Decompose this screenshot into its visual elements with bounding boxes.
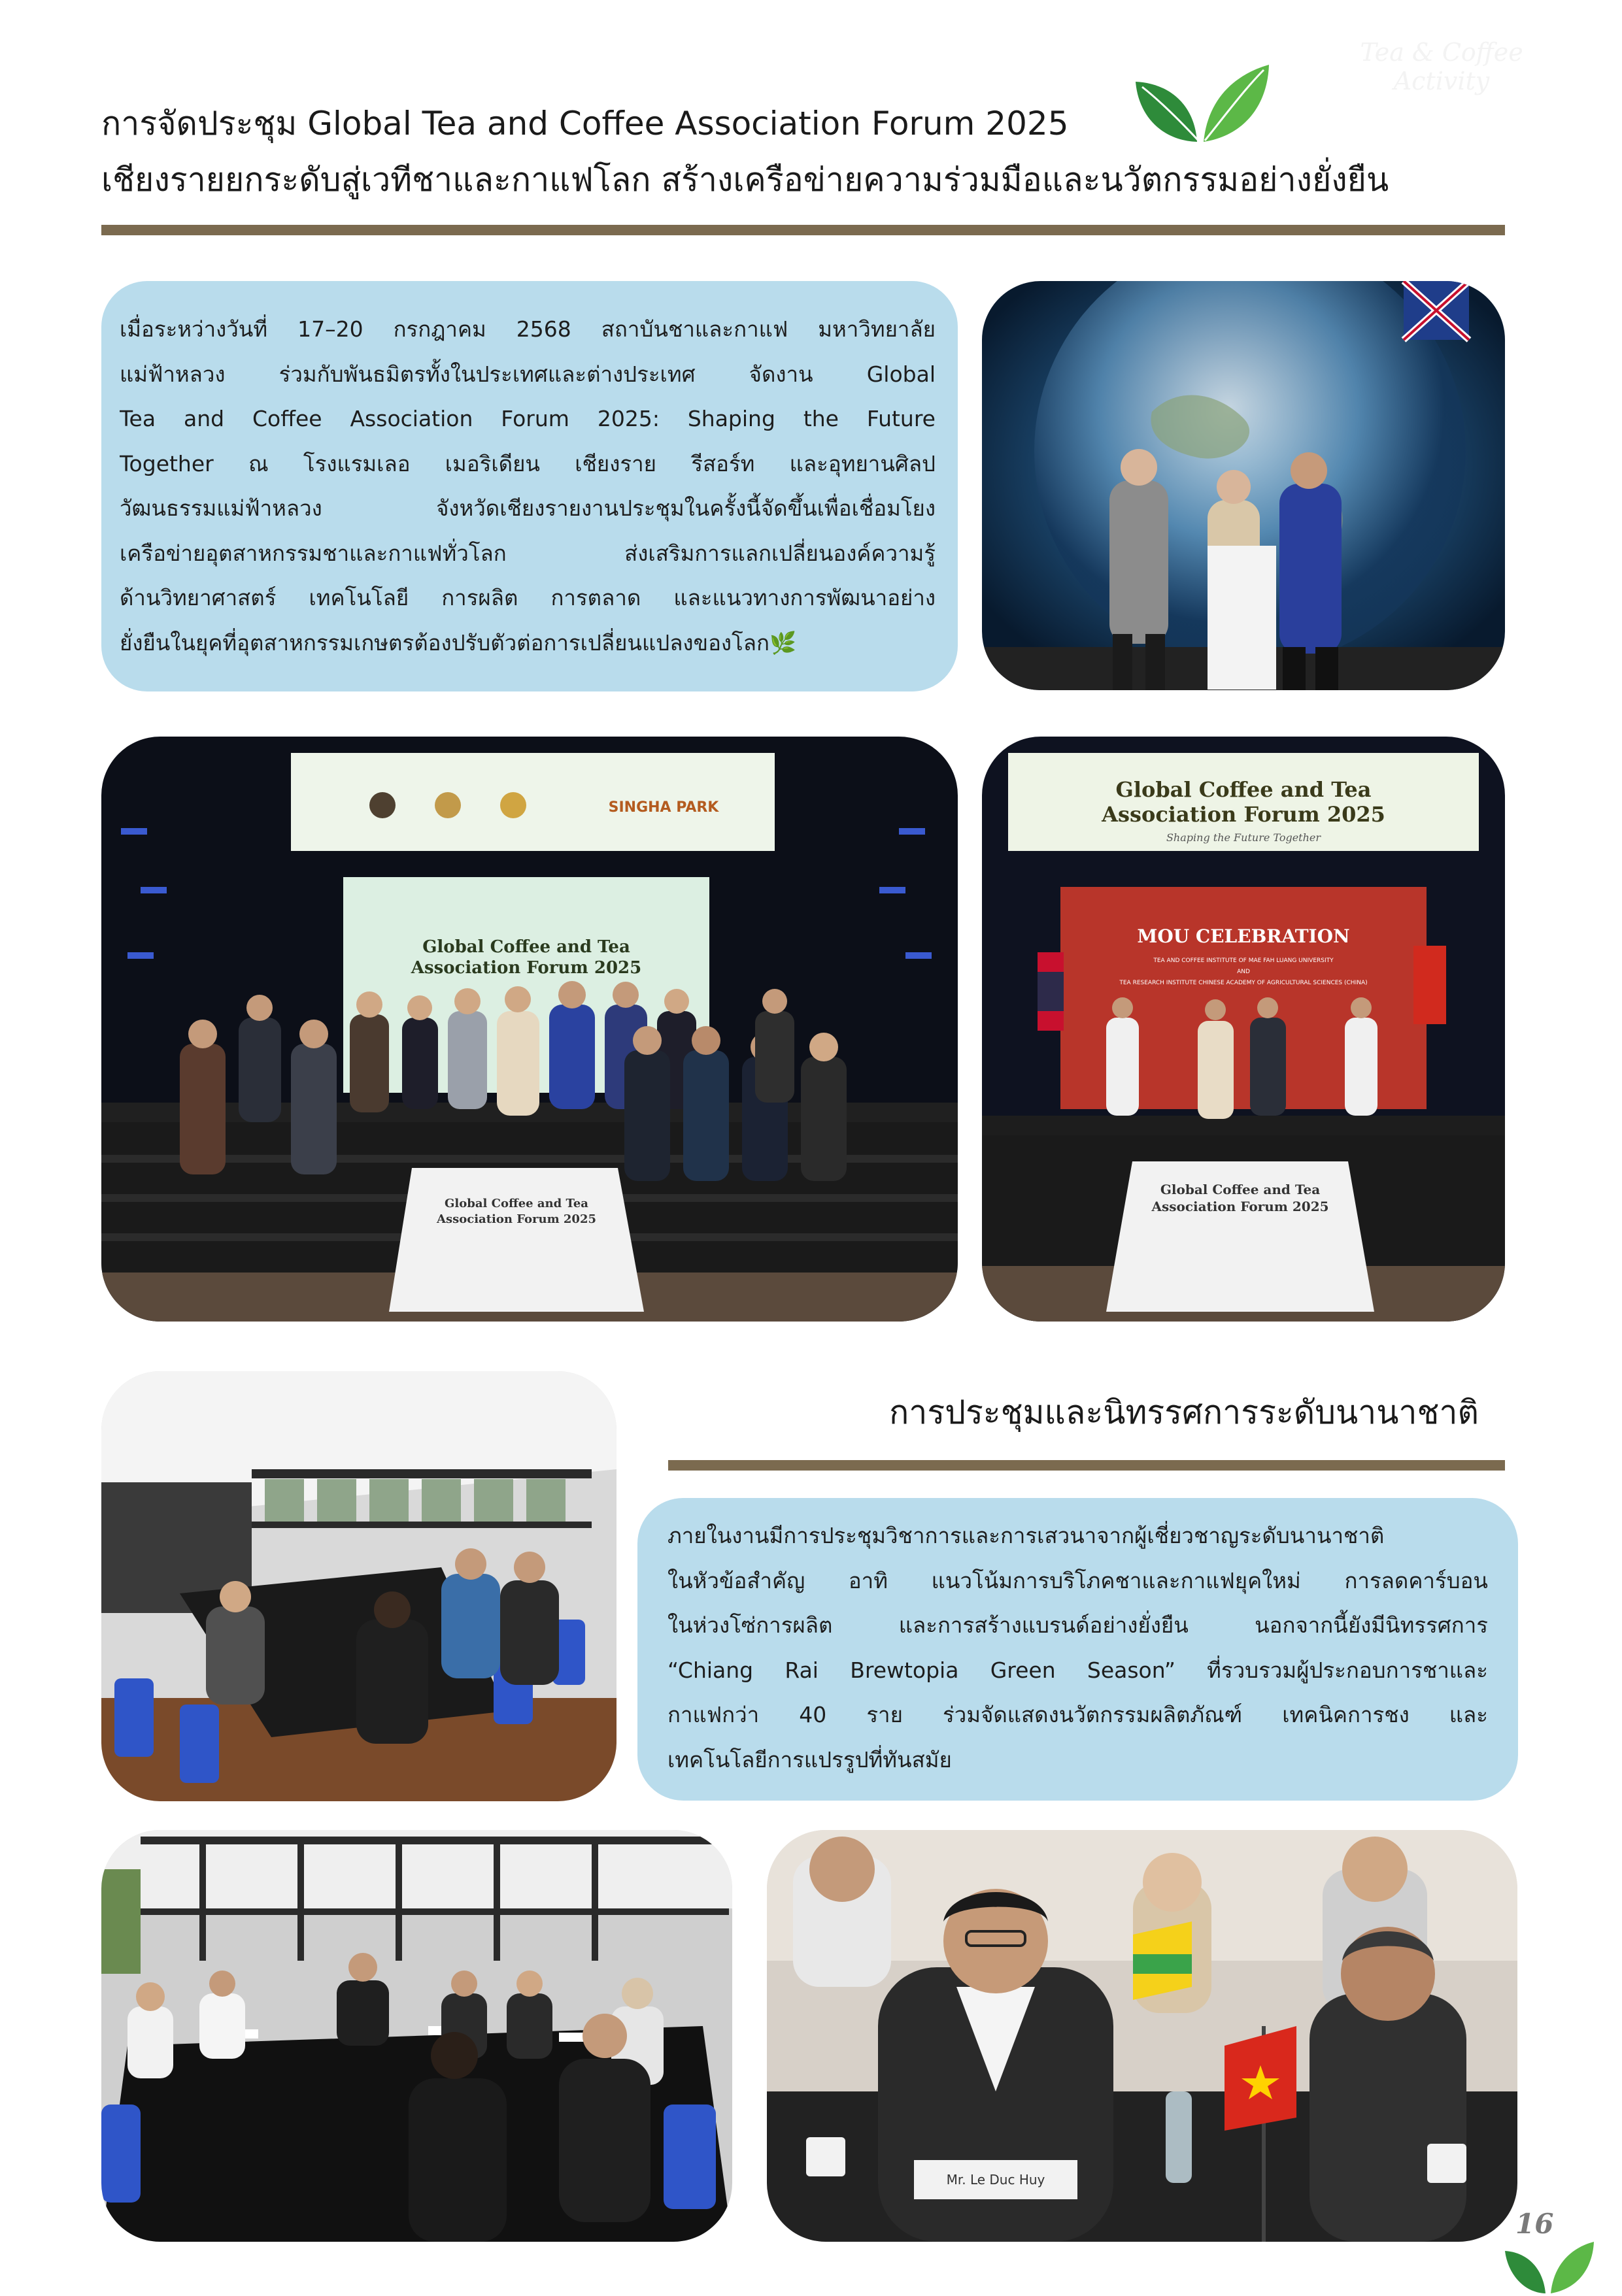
- page-subtitle: เชียงรายยกระดับสู่เวทีชาและกาแฟโลก สร้างเครือข่ายความร่วมมือและนวัตกรรมอย่างยั่งยืน: [101, 161, 1389, 199]
- section-line: เทคโนโลยีการแปรรูปที่ทันสมัย: [667, 1746, 952, 1772]
- section-line: ภายในงานมีการประชุมวิชาการและการเสวนาจากผู้เชี่ยวชาญระดับนานาชาติ: [667, 1523, 1385, 1548]
- svg-text:Global Coffee and Tea: Global Coffee and Tea: [422, 937, 630, 957]
- svg-text:Shaping the Future Together: Shaping the Future Together: [1166, 831, 1321, 844]
- intro-line: เครือข่ายอุตสาหกรรมชาและกาแฟทั่วโลก ส่งเสริมการแลกเปลี่ยนองค์ความรู้: [120, 540, 936, 566]
- header-rule: [101, 225, 1505, 235]
- svg-text:TEA AND COFFEE INSTITUTE OF MA: TEA AND COFFEE INSTITUTE OF MAE FAH LUANG UNIVERSITY: [1153, 957, 1334, 964]
- section-line: ในห่วงโซ่การผลิต และการสร้างแบรนด์อย่างยั่งยืน นอกจากนี้ยังมีนิทรรศการ: [667, 1612, 1488, 1638]
- section-line: กาแฟกว่า 40 ราย ร่วมจัดแสดงนวัตกรรมผลิตภัณฑ์ เทคนิคการชง และ: [667, 1702, 1488, 1727]
- svg-text:TEA RESEARCH INSTITUTE CHINESE: TEA RESEARCH INSTITUTE CHINESE ACADEMY OF AGRICULTURAL SCIENCES (CHINA): [1119, 980, 1368, 986]
- photo-group-stage: [101, 737, 958, 1322]
- intro-line: แม่ฟ้าหลวง ร่วมกับพันธมิตรทั้งในประเทศและต่างประเทศ จัดงาน Global: [120, 361, 936, 387]
- nameplate: Mr. Le Duc Huy: [946, 2172, 1045, 2188]
- leaf-logo-icon: [1134, 62, 1272, 147]
- svg-text:Association Forum 2025: Association Forum 2025: [437, 1212, 596, 1226]
- svg-text:Global Coffee and Tea: Global Coffee and Tea: [1160, 1182, 1321, 1197]
- intro-line: ด้านวิทยาศาสตร์ เทคโนโลยี การผลิต การตลาด และแนวทางการพัฒนาอย่าง: [120, 585, 936, 610]
- photo-mou-celebration: [982, 737, 1505, 1322]
- intro-line: วัฒนธรรมแม่ฟ้าหลวง จังหวัดเชียงรายงานประชุมในครั้งนี้จัดขึ้นเพื่อเชื่อมโยง: [120, 495, 936, 521]
- photo-opening-ceremony: [982, 281, 1505, 690]
- leaf-footer-icon: [1504, 2240, 1595, 2293]
- intro-line: Together ณ โรงแรมเลอ เมอริเดียน เชียงราย รีสอร์ท และอุทยานศิลป: [120, 450, 936, 476]
- section-line: ในหัวข้อสำคัญ อาทิ แนวโน้มการบริโภคชาและกาแฟยุคใหม่ การลดคาร์บอน: [667, 1567, 1488, 1593]
- svg-text:SINGHA PARK: SINGHA PARK: [608, 799, 719, 816]
- svg-text:Global Coffee and Tea: Global Coffee and Tea: [445, 1197, 588, 1210]
- section-text-panel: [637, 1498, 1518, 1801]
- corner-mark: Tea & Coffee Activity: [1360, 38, 1523, 95]
- svg-text:AND: AND: [1237, 969, 1250, 975]
- photo-roundtable-discussion: [101, 1830, 732, 2242]
- intro-line: เมื่อระหว่างวันที่ 17–20 กรกฎาคม 2568 สถาบันชาและกาแฟ มหาวิทยาลัย: [120, 316, 936, 342]
- svg-text:Association Forum 2025: Association Forum 2025: [1151, 1199, 1329, 1214]
- section-line: “Chiang Rai Brewtopia Green Season” ที่รวบรวมผู้ประกอบการชาและ: [667, 1657, 1488, 1683]
- photo-delegate-closeup: [767, 1830, 1517, 2242]
- section-heading: การประชุมและนิทรรศการระดับนานาชาติ: [889, 1393, 1479, 1431]
- svg-text:Global Coffee and Tea: Global Coffee and Tea: [1115, 777, 1372, 802]
- svg-text:Association Forum 2025: Association Forum 2025: [1102, 802, 1385, 827]
- svg-text:Association Forum 2025: Association Forum 2025: [411, 958, 642, 978]
- intro-text-panel: [101, 281, 958, 691]
- intro-line: Tea and Coffee Association Forum 2025: Shaping the Future: [120, 406, 936, 431]
- intro-line: ยั่งยืนในยุคที่อุตสาหกรรมเกษตรต้องปรับตัวต่อการเปลี่ยนแปลงของโลก🌿: [120, 629, 797, 656]
- svg-text:MOU CELEBRATION: MOU CELEBRATION: [1137, 925, 1350, 947]
- page-title: การจัดประชุม Global Tea and Coffee Association Forum 2025: [101, 105, 1069, 142]
- photo-meeting-room: [101, 1371, 617, 1801]
- page-number: 16: [1515, 2208, 1554, 2240]
- section-rule: [668, 1460, 1505, 1471]
